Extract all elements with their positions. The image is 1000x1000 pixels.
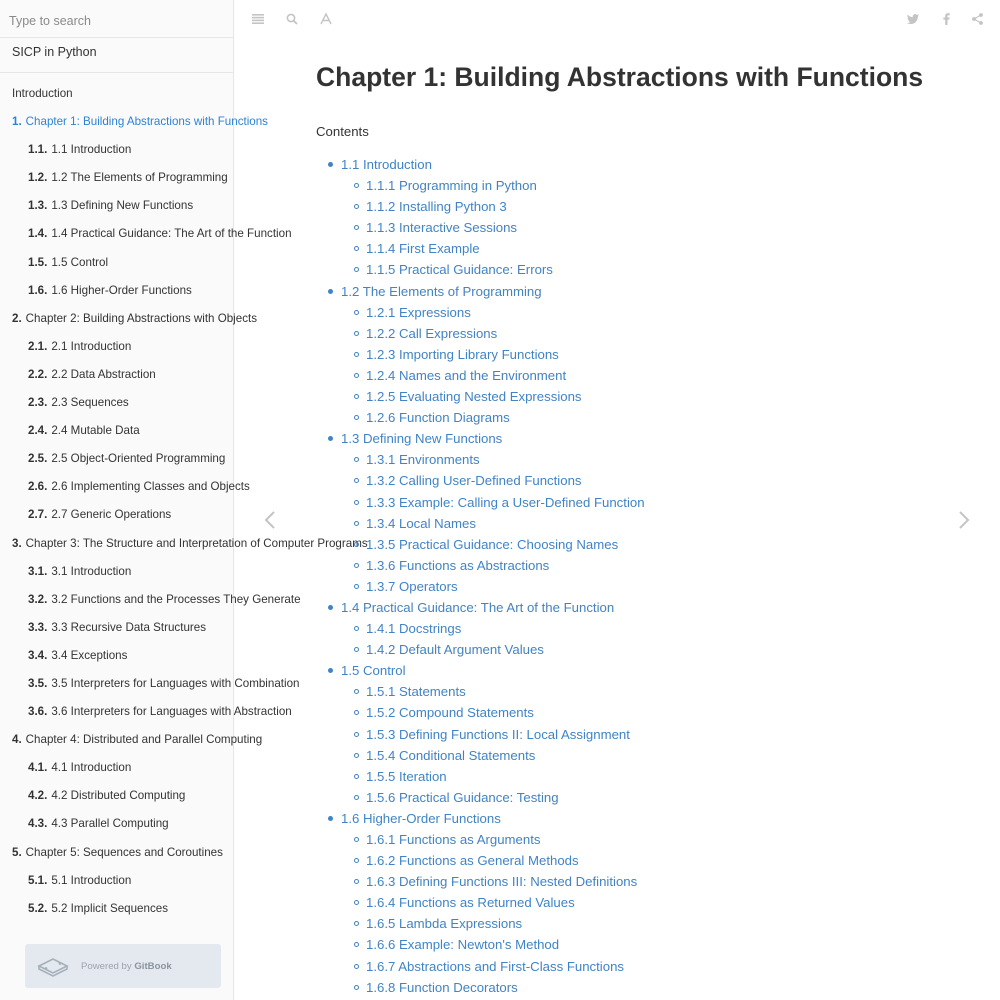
toc-link[interactable]: 1.5.6 Practical Guidance: Testing [366, 789, 559, 805]
previous-page-chevron-left-icon[interactable] [260, 508, 280, 532]
toc-link[interactable]: 1.2.2 Call Expressions [366, 325, 498, 341]
toc-link[interactable]: 1.1.5 Practical Guidance: Errors [366, 262, 553, 278]
bullet-circle-icon [354, 246, 359, 251]
sidebar-item[interactable] [0, 361, 233, 389]
toc-link[interactable]: 1.2.5 Evaluating Nested Expressions [366, 389, 582, 405]
sidebar-item[interactable] [0, 810, 233, 838]
toc-link[interactable]: 1.1 Introduction [341, 157, 432, 172]
sidebar-item[interactable] [0, 192, 233, 220]
toc-link[interactable]: 1.4.1 Docstrings [366, 621, 462, 637]
toc-link[interactable]: 1.1.4 First Example [366, 241, 480, 257]
sidebar-item[interactable] [0, 558, 233, 586]
toc-item [316, 956, 645, 977]
sidebar-item-label: Chapter 4: Distributed and Parallel Computing [25, 733, 263, 747]
toc-link[interactable]: 1.2 The Elements of Programming [341, 283, 542, 299]
sidebar-item-number: 4.3. [28, 817, 48, 831]
bullet-circle-icon [354, 521, 359, 526]
bullet-circle-icon [354, 921, 359, 926]
sidebar-item[interactable] [0, 726, 263, 754]
toc-link[interactable]: 1.3.4 Local Names [366, 515, 476, 531]
toc-link[interactable]: 1.1.2 Installing Python 3 [366, 199, 507, 215]
sidebar-item-label: 3.1 Introduction [51, 564, 132, 578]
sidebar-item-number: 3.3. [28, 620, 48, 634]
toc-link[interactable]: 1.1.1 Programming in Python [366, 178, 537, 194]
search-icon[interactable] [283, 10, 301, 28]
sidebar-item-number: 3.1. [28, 564, 48, 578]
bullet-circle-icon [354, 415, 359, 420]
toc-item [316, 850, 645, 871]
sidebar-item-label: 1.5 Control [51, 255, 109, 269]
sidebar-item-number: 1.4. [28, 227, 48, 241]
sidebar-item[interactable] [0, 277, 233, 305]
bullet-circle-icon [354, 879, 359, 884]
sidebar-item-label: 4.3 Parallel Computing [51, 817, 169, 831]
sidebar-item-number: 2.3. [28, 396, 48, 410]
facebook-icon[interactable] [937, 10, 955, 28]
toc-item [316, 492, 645, 513]
bullet-disc-icon [328, 162, 333, 167]
bullet-circle-icon [354, 774, 359, 779]
toc-item [316, 702, 645, 723]
sidebar-item[interactable] [0, 473, 250, 501]
toc-item [316, 344, 645, 365]
sidebar-item[interactable] [0, 614, 233, 642]
toc-link[interactable]: 1.3.6 Functions as Abstractions [366, 557, 550, 573]
gitbook-label: GitBook [134, 960, 172, 972]
toc-item [316, 238, 645, 259]
sidebar-item-label: 1.6 Higher-Order Functions [51, 283, 192, 297]
bullet-circle-icon [354, 710, 359, 715]
toc-link[interactable]: 1.4.2 Default Argument Values [366, 642, 544, 658]
bullet-circle-icon [354, 584, 359, 589]
toc-link[interactable]: 1.2.3 Importing Library Functions [366, 346, 559, 362]
bullet-circle-icon [354, 837, 359, 842]
sidebar-item-number: 3.5. [28, 676, 48, 690]
toc-item [316, 639, 645, 660]
bullet-circle-icon [354, 204, 359, 209]
bullet-disc-icon [328, 289, 333, 294]
sidebar-item[interactable] [0, 417, 233, 445]
toc-item [316, 323, 645, 344]
toc-link[interactable]: 1.6.6 Example: Newton's Method [366, 937, 560, 953]
toc-item [316, 407, 645, 428]
sidebar-item-number: 5. [12, 845, 22, 859]
bullet-circle-icon [354, 310, 359, 315]
sidebar-item-label: 3.6 Interpreters for Languages with Abstraction [51, 705, 292, 719]
toc-item [316, 365, 645, 386]
menu-icon[interactable] [249, 10, 267, 28]
sidebar-item-number: 3. [12, 536, 22, 550]
sidebar-item[interactable] [0, 670, 300, 698]
sidebar-item-label: Chapter 5: Sequences and Coroutines [25, 845, 223, 859]
bullet-disc-icon [328, 668, 333, 673]
bullet-circle-icon [354, 753, 359, 758]
toc-item [316, 787, 645, 808]
toc-link[interactable]: 1.6.2 Functions as General Methods [366, 853, 579, 869]
sidebar-item[interactable] [0, 642, 233, 670]
bullet-circle-icon [354, 225, 359, 230]
sidebar-item[interactable] [0, 839, 233, 867]
bullet-disc-icon [328, 816, 333, 821]
sidebar-item-label: 1.4 Practical Guidance: The Art of the Function [51, 227, 292, 241]
sidebar-item-number: 1.2. [28, 171, 48, 185]
sidebar-item-number: 4. [12, 733, 22, 747]
table-of-contents [316, 154, 645, 998]
sidebar-item-label: 4.2 Distributed Computing [51, 789, 186, 803]
sidebar-item-label: 3.3 Recursive Data Structures [51, 620, 206, 634]
toc-link[interactable]: 1.6.5 Lambda Expressions [366, 916, 523, 932]
toc-item [316, 196, 645, 217]
toc-link[interactable]: 1.3.2 Calling User-Defined Functions [366, 473, 582, 489]
sidebar-item-number: 3.2. [28, 592, 48, 606]
toc-link[interactable]: 1.6.1 Functions as Arguments [366, 832, 541, 847]
sidebar-item-number: 2.2. [28, 367, 48, 381]
toc-link[interactable]: 1.6.7 Abstractions and First-Class Functions [366, 958, 624, 974]
sidebar-item-number: 4.2. [28, 789, 48, 803]
sidebar-item-label: 3.2 Functions and the Processes They Generate [51, 592, 301, 606]
toc-link[interactable]: 1.2.1 Expressions [366, 304, 471, 320]
sidebar-item-label: 4.1 Introduction [51, 761, 132, 775]
bullet-circle-icon [354, 900, 359, 905]
toc-item [316, 154, 645, 175]
toc-item [316, 386, 645, 407]
toc-link[interactable]: 1.3 Defining New Functions [341, 431, 503, 447]
toc-item [316, 470, 645, 491]
sidebar-item[interactable] [0, 108, 268, 136]
sidebar-item-label: Chapter 1: Building Abstractions with Functions [25, 115, 268, 129]
bullet-circle-icon [354, 331, 359, 336]
toc-link[interactable]: 1.6.4 Functions as Returned Values [366, 895, 575, 911]
sidebar-item[interactable] [0, 333, 233, 361]
sidebar-item[interactable] [0, 445, 233, 473]
search-input[interactable] [9, 14, 224, 28]
bullet-circle-icon [354, 478, 359, 483]
sidebar-item[interactable] [0, 249, 233, 277]
book-title[interactable]: SICP in Python [0, 38, 233, 73]
bullet-circle-icon [354, 542, 359, 547]
toc-item [316, 892, 645, 913]
toc-link[interactable]: 1.2.4 Names and the Environment [366, 367, 567, 383]
sidebar-item[interactable] [0, 136, 233, 164]
font-settings-icon[interactable] [317, 10, 335, 28]
sidebar-item-number: 5.2. [28, 901, 48, 915]
sidebar-item-label: 1.3 Defining New Functions [51, 199, 194, 213]
sidebar-item-label: Chapter 3: The Structure and Interpretation of Computer Programs [25, 536, 368, 550]
bullet-circle-icon [354, 985, 359, 990]
toc-link[interactable]: 1.5.2 Compound Statements [366, 705, 534, 721]
bullet-circle-icon [354, 689, 359, 694]
bullet-circle-icon [354, 858, 359, 863]
toc-link[interactable]: 1.4 Practical Guidance: The Art of the Function [341, 599, 615, 615]
powered-by-text [81, 961, 172, 972]
powered-by-gitbook[interactable] [25, 944, 221, 988]
bullet-disc-icon [328, 436, 333, 441]
sidebar-item-label: 2.2 Data Abstraction [51, 367, 156, 381]
bullet-circle-icon [354, 183, 359, 188]
sidebar-item-label: 5.1 Introduction [51, 873, 132, 887]
sidebar-item[interactable] [0, 782, 233, 810]
sidebar-item[interactable] [0, 895, 233, 923]
sidebar-item[interactable] [0, 164, 233, 192]
sidebar-item-label: 2.4 Mutable Data [51, 424, 140, 438]
sidebar-item-label: 5.2 Implicit Sequences [51, 901, 168, 915]
toc-item [316, 217, 645, 238]
toc-item [316, 175, 645, 196]
toc-item [316, 934, 645, 955]
bullet-circle-icon [354, 563, 359, 568]
toc-item [316, 660, 645, 681]
bullet-circle-icon [354, 732, 359, 737]
toc-item [316, 534, 645, 555]
toc-link[interactable]: 1.3.1 Environments [366, 452, 480, 468]
toc-link[interactable]: 1.3.7 Operators [366, 578, 458, 594]
sidebar-item-number: 1.6. [28, 283, 48, 297]
sidebar-item-label: 1.1 Introduction [51, 143, 132, 157]
sidebar-item-label: Introduction [12, 87, 73, 100]
toc-item [316, 808, 645, 829]
bullet-circle-icon [354, 394, 359, 399]
bullet-circle-icon [354, 942, 359, 947]
sidebar-item[interactable] [0, 586, 301, 614]
sidebar-item[interactable] [0, 501, 233, 529]
bullet-circle-icon [354, 795, 359, 800]
sidebar-item-label: Chapter 2: Building Abstractions with Objects [25, 311, 258, 325]
sidebar-item[interactable] [0, 698, 292, 726]
sidebar-item-number: 1.5. [28, 255, 48, 269]
sidebar-item-number: 1.1. [28, 143, 48, 157]
toc-item [316, 724, 645, 745]
toc-link[interactable]: 1.5.5 Iteration [366, 768, 447, 784]
search-box [0, 0, 233, 38]
share-icon[interactable] [968, 10, 986, 28]
sidebar-item-number: 4.1. [28, 761, 48, 775]
sidebar-item[interactable] [0, 754, 233, 782]
sidebar-item-label: 3.5 Interpreters for Languages with Combination [51, 676, 300, 690]
bullet-circle-icon [354, 457, 359, 462]
toc-item [316, 597, 645, 618]
bullet-circle-icon [354, 647, 359, 652]
sidebar-item-label: 2.7 Generic Operations [51, 508, 172, 522]
toc-item [316, 618, 645, 639]
sidebar-item[interactable] [0, 867, 233, 895]
toc-link[interactable]: 1.1.3 Interactive Sessions [366, 220, 518, 236]
sidebar-item-label: 2.1 Introduction [51, 339, 132, 353]
toc-link[interactable]: 1.5 Control [341, 663, 406, 679]
sidebar-item[interactable] [0, 530, 368, 558]
sidebar-item-number: 2.1. [28, 339, 48, 353]
sidebar-item-number: 2.6. [28, 480, 48, 494]
bullet-circle-icon [354, 373, 359, 378]
sidebar-item-number: 3.4. [28, 648, 48, 662]
sidebar-item-number: 2.7. [28, 508, 48, 522]
next-page-chevron-right-icon[interactable] [954, 508, 974, 532]
twitter-icon[interactable] [904, 10, 922, 28]
toc-item [316, 513, 645, 534]
sidebar-item-number: 5.1. [28, 873, 48, 887]
sidebar-item[interactable] [0, 389, 233, 417]
toc-item [316, 555, 645, 576]
sidebar-item[interactable] [0, 80, 233, 108]
sidebar-item-number: 2.4. [28, 424, 48, 438]
toc-link[interactable]: 1.6.3 Defining Functions III: Nested Definitions [366, 874, 638, 890]
sidebar-item-number: 2. [12, 311, 22, 325]
sidebar-item-number: 1. [12, 115, 22, 129]
sidebar-item-label: 2.6 Implementing Classes and Objects [51, 480, 250, 494]
toc-item [316, 766, 645, 787]
sidebar-item-label: 3.4 Exceptions [51, 648, 128, 662]
bullet-circle-icon [354, 626, 359, 631]
toc-item [316, 871, 645, 892]
bullet-circle-icon [354, 964, 359, 969]
page-title: Chapter 1: Building Abstractions with Functions [316, 62, 924, 92]
bullet-circle-icon [354, 352, 359, 357]
toc-item [316, 259, 645, 280]
toc-item [316, 681, 645, 702]
sidebar-item-label: 2.5 Object-Oriented Programming [51, 452, 226, 466]
toc-link[interactable]: 1.5.4 Conditional Statements [366, 747, 536, 763]
toc-item [316, 829, 645, 850]
toc-item [316, 428, 645, 449]
toc-link[interactable]: 1.5.1 Statements [366, 684, 466, 700]
toc-item [316, 449, 645, 470]
sidebar-item-label: 1.2 The Elements of Programming [51, 171, 228, 185]
sidebar-item[interactable] [0, 220, 292, 248]
toc-item [316, 281, 645, 302]
bullet-disc-icon [328, 605, 333, 610]
sidebar-item-label: 2.3 Sequences [51, 396, 129, 410]
toc-item [316, 576, 645, 597]
sidebar-item-number: 2.5. [28, 452, 48, 466]
powered-by-label: Powered by [81, 960, 132, 972]
toc-item [316, 302, 645, 323]
toc-item [316, 913, 645, 934]
toc-link[interactable]: 1.2.6 Function Diagrams [366, 410, 510, 426]
bullet-circle-icon [354, 267, 359, 272]
toc-link[interactable]: 1.5.3 Defining Functions II: Local Assignment [366, 726, 630, 742]
toc-link[interactable]: 1.3.5 Practical Guidance: Choosing Names [366, 536, 619, 552]
sidebar-item-number: 3.6. [28, 705, 48, 719]
toc-item [316, 745, 645, 766]
sidebar-item-number: 1.3. [28, 199, 48, 213]
gitbook-logo-icon [37, 954, 69, 978]
bullet-circle-icon [354, 500, 359, 505]
toc-item [316, 977, 645, 998]
toc-link[interactable]: 1.3.3 Example: Calling a User-Defined Function [366, 494, 645, 510]
contents-label: Contents [316, 124, 369, 139]
sidebar-item[interactable] [0, 305, 258, 333]
toc-link[interactable]: 1.6.8 Function Decorators [366, 979, 518, 995]
toc-link[interactable]: 1.6 Higher-Order Functions [341, 810, 501, 826]
